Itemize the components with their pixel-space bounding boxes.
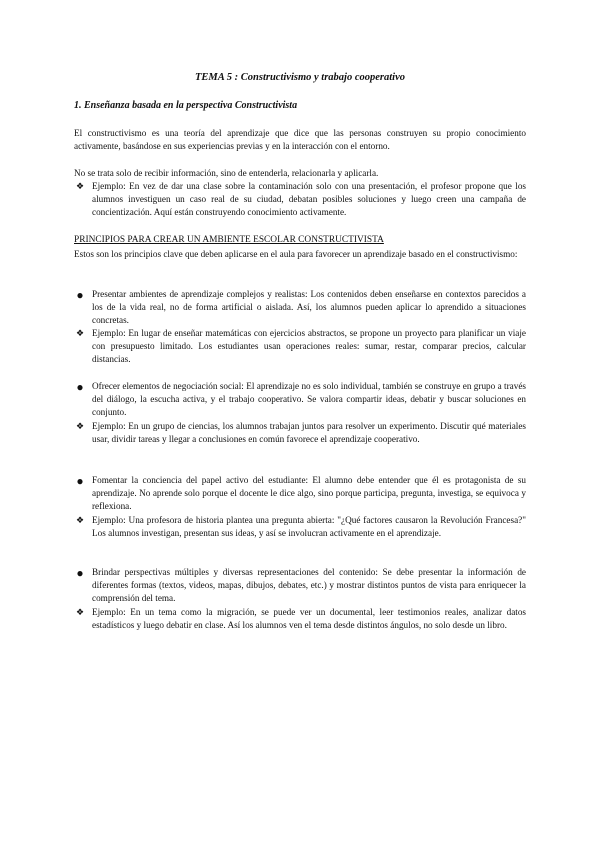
principles-heading: PRINCIPIOS PARA CREAR UN AMBIENTE ESCOLAR CONSTRUCTIVISTA — [74, 235, 384, 245]
principle-item — [76, 380, 526, 420]
bullet-icon: ● — [76, 380, 84, 394]
intro-line: No se trata solo de recibir información, sino de entenderla, relacionarla y aplicarla. — [74, 168, 379, 178]
bullet-icon: ● — [76, 474, 84, 488]
principles-intro: Estos son los principios clave que deben aplicarse en el aula para favorecer un aprendizaje basado en el constructivismo: — [74, 249, 518, 259]
principle-example-text: Ejemplo: En lugar de enseñar matemáticas con ejercicios abstractos, se propone un proyecto para planificar un viaje con presupuesto limitado. Los estudiantes usan operaciones reales: sumar, restar, comparar precios, calcular distancias. — [92, 328, 526, 365]
diamond-bullet-icon: ❖ — [75, 607, 85, 617]
page-title: TEMA 5 : Constructivismo y trabajo cooperativo — [194, 72, 405, 83]
diamond-bullet-icon: ❖ — [75, 328, 85, 338]
principle-example — [75, 606, 526, 632]
principle-example-text: Ejemplo: En un tema como la migración, se puede ver un documental, leer testimonios reales, analizar datos estadísticos y luego debatir en clase. Así los alumnos ven el tema desde distintos ángulos, no solo desde un libro. — [92, 607, 526, 631]
principle-text: Presentar ambientes de aprendizaje complejos y realistas: Los contenidos deben enseñarse en contextos parecidos a los de la vida real, no de forma artificial o aislada. Así, los alumnos pueden aplicar lo aprendido a situaciones concretas. — [92, 289, 526, 326]
principle-text: Ofrecer elementos de negociación social: El aprendizaje no es solo individual, también se construye en grupo a través del diálogo, la escucha activa, y el trabajo cooperativo. Se valora compartir ideas, debatir y buscar soluciones en conjunto. — [92, 381, 526, 418]
diamond-bullet-icon: ❖ — [75, 515, 85, 525]
principle-text: Fomentar la conciencia del papel activo del estudiante: El alumno debe entender que él es protagonista de su aprendizaje. No aprende solo porque el docente le dice algo, sino porque participa, pregunta, investiga, se equivoca y reflexiona. — [92, 475, 526, 512]
intro-example-text: Ejemplo: En vez de dar una clase sobre la contaminación solo con una presentación, el profesor propone que los alumnos investiguen un caso real de su ciudad, debatan posibles soluciones y luego creen una campaña de concientización. Aquí están construyendo conocimiento activamente. — [92, 181, 526, 218]
bullet-icon: ● — [76, 288, 84, 302]
principle-example-text: Ejemplo: En un grupo de ciencias, los alumnos trabajan juntos para resolver un experimento. Discutir qué materiales usar, dividir tareas y llegar a conclusiones en común favorece el aprendizaje cooperativo. — [92, 421, 526, 445]
principle-item — [76, 474, 526, 514]
bullet-icon: ● — [76, 566, 84, 580]
principle-example-text: Ejemplo: Una profesora de historia plantea una pregunta abierta: "¿Qué factores causaron la Revolución Francesa?" Los alumnos investigan, presentan sus ideas, y así se involucran activamente en el aprendizaje. — [92, 515, 526, 539]
principle-example — [75, 514, 526, 540]
intro-paragraph: El constructivismo es una teoría del aprendizaje que dice que las personas construyen su propio conocimiento activamente, basándose en sus experiencias previas y en la interacción con el entorno. — [74, 128, 526, 152]
principle-example — [75, 420, 526, 446]
principle-item — [76, 566, 526, 606]
section-heading: 1. Enseñanza basada en la perspectiva Constructivista — [74, 100, 298, 111]
principle-text: Brindar perspectivas múltiples y diversas representaciones del contenido: Se debe presentar la información de diferentes formas (textos, videos, mapas, dibujos, debates, etc.) y mostrar distintos puntos de vista para enriquecer la comprensión del tema. — [92, 567, 526, 604]
diamond-bullet-icon: ❖ — [75, 181, 85, 191]
diamond-bullet-icon: ❖ — [75, 421, 85, 431]
intro-example — [75, 180, 526, 220]
principle-example — [75, 327, 526, 367]
principle-item — [76, 288, 526, 328]
